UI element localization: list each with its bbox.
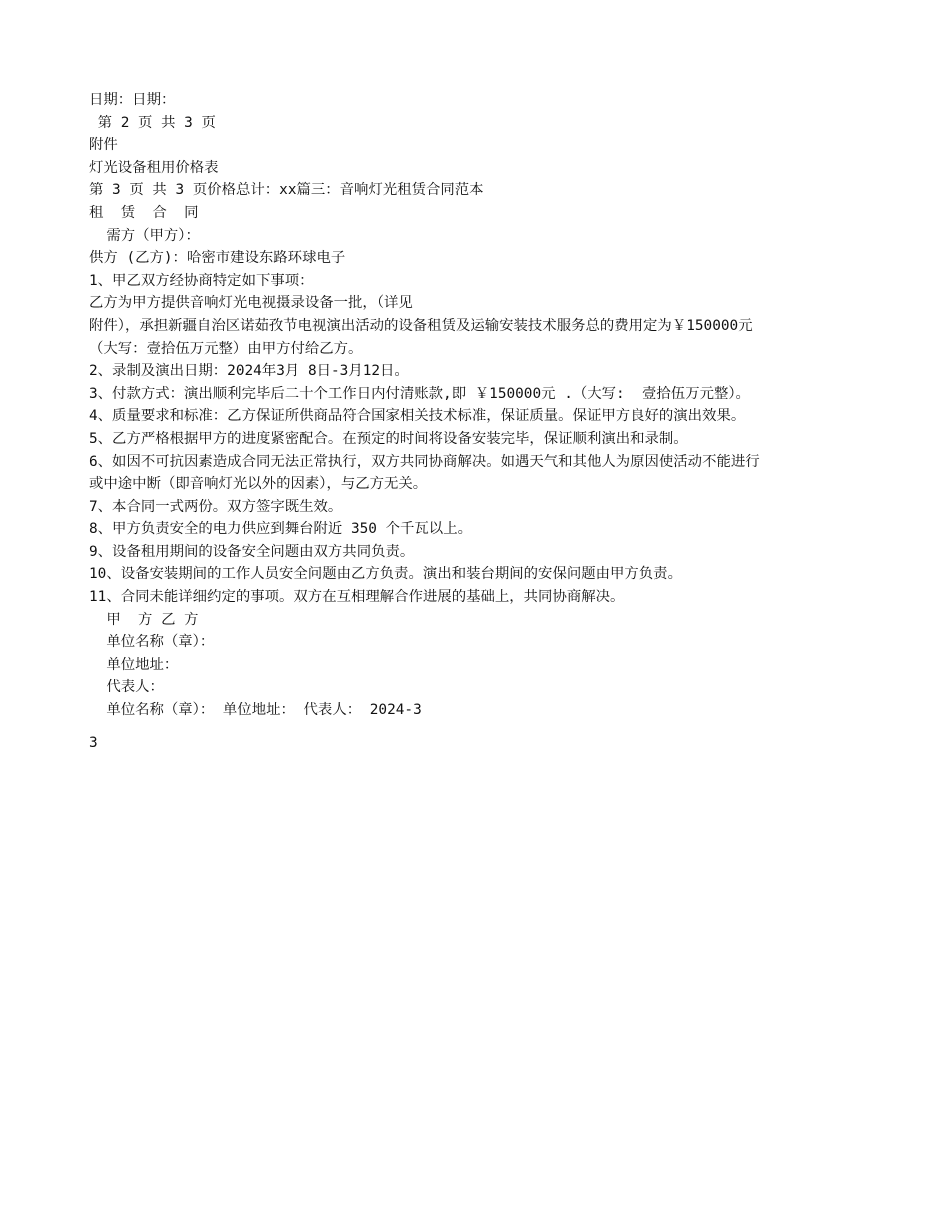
date-line: 日期：日期： (89, 92, 176, 108)
contract-title: 租 赁 合 同 (89, 204, 199, 221)
page-header-line: 第 3 页 共 3 页价格总计：xx篇三：音响灯光租赁合同范本 (89, 182, 484, 199)
clause-1-body: 附件），承担新疆自治区诺茹孜节电视演出活动的设备租赁及运输安装技术服务总的费用定为￥150000元 (89, 317, 753, 334)
clause-6: 6、如因不可抗因素造成合同无法正常执行，双方共同协商解决。如遇天气和其他人为原因使活动不能进行 (89, 453, 760, 470)
clause-7: 7、本合同一式两份。双方签字既生效。 (89, 498, 343, 515)
clause-8: 8、甲方负责安全的电力供应到舞台附近 350 个千瓦以上。 (89, 521, 472, 538)
clause-1: 1、甲乙双方经协商特定如下事项： (89, 272, 314, 289)
clause-4: 4、质量要求和标准：乙方保证所供商品符合国家相关技术标准，保证质量。保证甲方良好的演出效果。 (89, 408, 746, 425)
document-page (89, 89, 869, 754)
clause-9: 9、设备租用期间的设备安全问题由双方共同负责。 (89, 543, 415, 560)
clause-10: 10、设备安装期间的工作人员安全问题由乙方负责。演出和装台期间的安保问题由甲方负责。 (89, 566, 682, 583)
party-b-line: 供方 (乙方)：哈密市建设东路环球电子 (89, 250, 346, 267)
clause-2: 2、录制及演出日期：2024年3月 8日-3月12日。 (89, 363, 409, 380)
clause-5: 5、乙方严格根据甲方的进度紧密配合。在预定的时间将设备安装完毕，保证顺利演出和录制。 (89, 430, 688, 447)
price-table-title: 灯光设备租用价格表 (89, 159, 219, 176)
clause-3: 3、付款方式：演出顺利完毕后二十个工作日内付清账款,即 ￥150000元 .（大写: 壹拾伍万元整）。 (89, 385, 750, 402)
signature-header: 甲 方 乙 方 (89, 611, 199, 628)
party-a-line: 需方（甲方）： (89, 227, 200, 244)
clause-11: 11、合同未能详细约定的事项。双方在互相理解合作进展的基础上，共同协商解决。 (89, 589, 625, 606)
clause-6: 或中途中断（即音响灯光以外的因素），与乙方无关。 (89, 476, 428, 493)
attachment-label: 附件 (89, 137, 118, 154)
clause-1-body: 乙方为甲方提供音响灯光电视摄录设备一批，（详见 (89, 295, 413, 312)
page-number-line: 第 2 页 共 3 页 (89, 114, 216, 131)
unit-address-line: 单位地址： (89, 656, 179, 673)
signature-row: 单位名称（章）： 单位地址： 代表人： 2024-3 (89, 702, 422, 719)
unit-name-line: 单位名称（章）： (89, 634, 215, 651)
spacer (89, 722, 869, 732)
page-footer-number: 3 (89, 734, 98, 751)
clause-1-body: （大写：壹拾伍万元整）由甲方付给乙方。 (89, 340, 363, 357)
representative-line: 代表人： (89, 679, 164, 696)
